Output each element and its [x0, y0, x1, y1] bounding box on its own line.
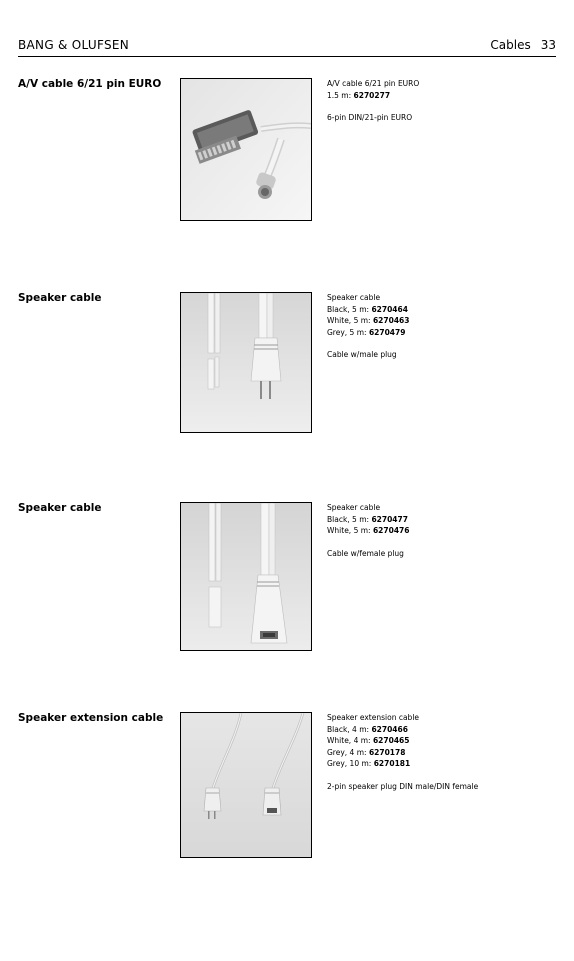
part-number: 6270464: [371, 304, 408, 314]
variant-label: Black, 4 m:: [327, 724, 372, 734]
section-heading: [490, 38, 556, 52]
variant-line: [327, 327, 567, 339]
variant-line: [327, 315, 567, 327]
variant-line: [327, 304, 567, 316]
brand-name: BANG & OLUFSEN: [18, 38, 130, 52]
product-title: Speaker extension cable: [18, 712, 164, 724]
product-entry-speaker-extension-cable: [0, 712, 574, 912]
part-number: 6270463: [372, 316, 410, 325]
variant-label: White, 5 m:: [327, 316, 373, 325]
product-details: [327, 712, 567, 792]
variant-line: [327, 724, 567, 736]
part-number: 6270477: [371, 514, 408, 524]
part-number: 6270181: [373, 759, 411, 768]
detail-note: 6-pin DIN/21-pin EURO: [327, 113, 413, 122]
variant-label: White, 5 m:: [327, 526, 373, 535]
speaker-cable-female-plug-photo: [180, 502, 312, 651]
variant-label: Black, 5 m:: [327, 514, 372, 524]
product-details: [327, 502, 567, 559]
variant-label: White, 4 m:: [327, 736, 373, 745]
detail-note: Cable w/female plug: [327, 548, 404, 558]
product-entry-speaker-cable-female: [0, 502, 574, 702]
product-details: [327, 78, 567, 124]
variant-line: [327, 514, 567, 526]
part-number: 6270277: [353, 90, 391, 100]
speaker-extension-cable-photo: [180, 712, 312, 858]
product-entry-av-cable: [0, 78, 574, 278]
variant-label: Grey, 5 m:: [327, 327, 369, 337]
part-number: 6270479: [368, 327, 406, 337]
part-number: 6270178: [368, 747, 406, 757]
detail-name: A/V cable 6/21 pin EURO: [327, 79, 420, 88]
product-entry-speaker-cable-male: [0, 292, 574, 492]
part-number: 6270476: [372, 526, 410, 535]
product-details: [327, 292, 567, 361]
part-number: 6270465: [372, 736, 410, 745]
product-title: A/V cable 6/21 pin EURO: [18, 78, 162, 90]
variant-label: Grey, 4 m:: [327, 747, 369, 757]
variant-line: [327, 525, 567, 537]
product-title: Speaker cable: [18, 292, 102, 304]
product-title: Speaker cable: [18, 502, 102, 514]
variant-line: [327, 90, 567, 102]
page-header: [18, 38, 556, 57]
variant-label: Black, 5 m:: [327, 304, 372, 314]
speaker-cable-male-plug-photo: [180, 292, 312, 433]
section-title: Cables: [490, 38, 531, 52]
variant-label: Grey, 10 m:: [327, 759, 374, 768]
detail-name: Speaker extension cable: [327, 713, 420, 722]
detail-note: Cable w/male plug: [327, 350, 397, 359]
variant-line: [327, 735, 567, 747]
page-number: 33: [540, 38, 556, 52]
scart-cable-photo: [180, 78, 312, 221]
part-number: 6270466: [371, 724, 408, 734]
variant-line: [327, 758, 567, 770]
detail-name: Speaker cable: [327, 293, 381, 302]
variant-line: [327, 747, 567, 759]
detail-note: 2-pin speaker plug DIN male/DIN female: [327, 781, 479, 791]
detail-name: Speaker cable: [327, 503, 381, 512]
variant-label: 1.5 m:: [327, 90, 354, 100]
